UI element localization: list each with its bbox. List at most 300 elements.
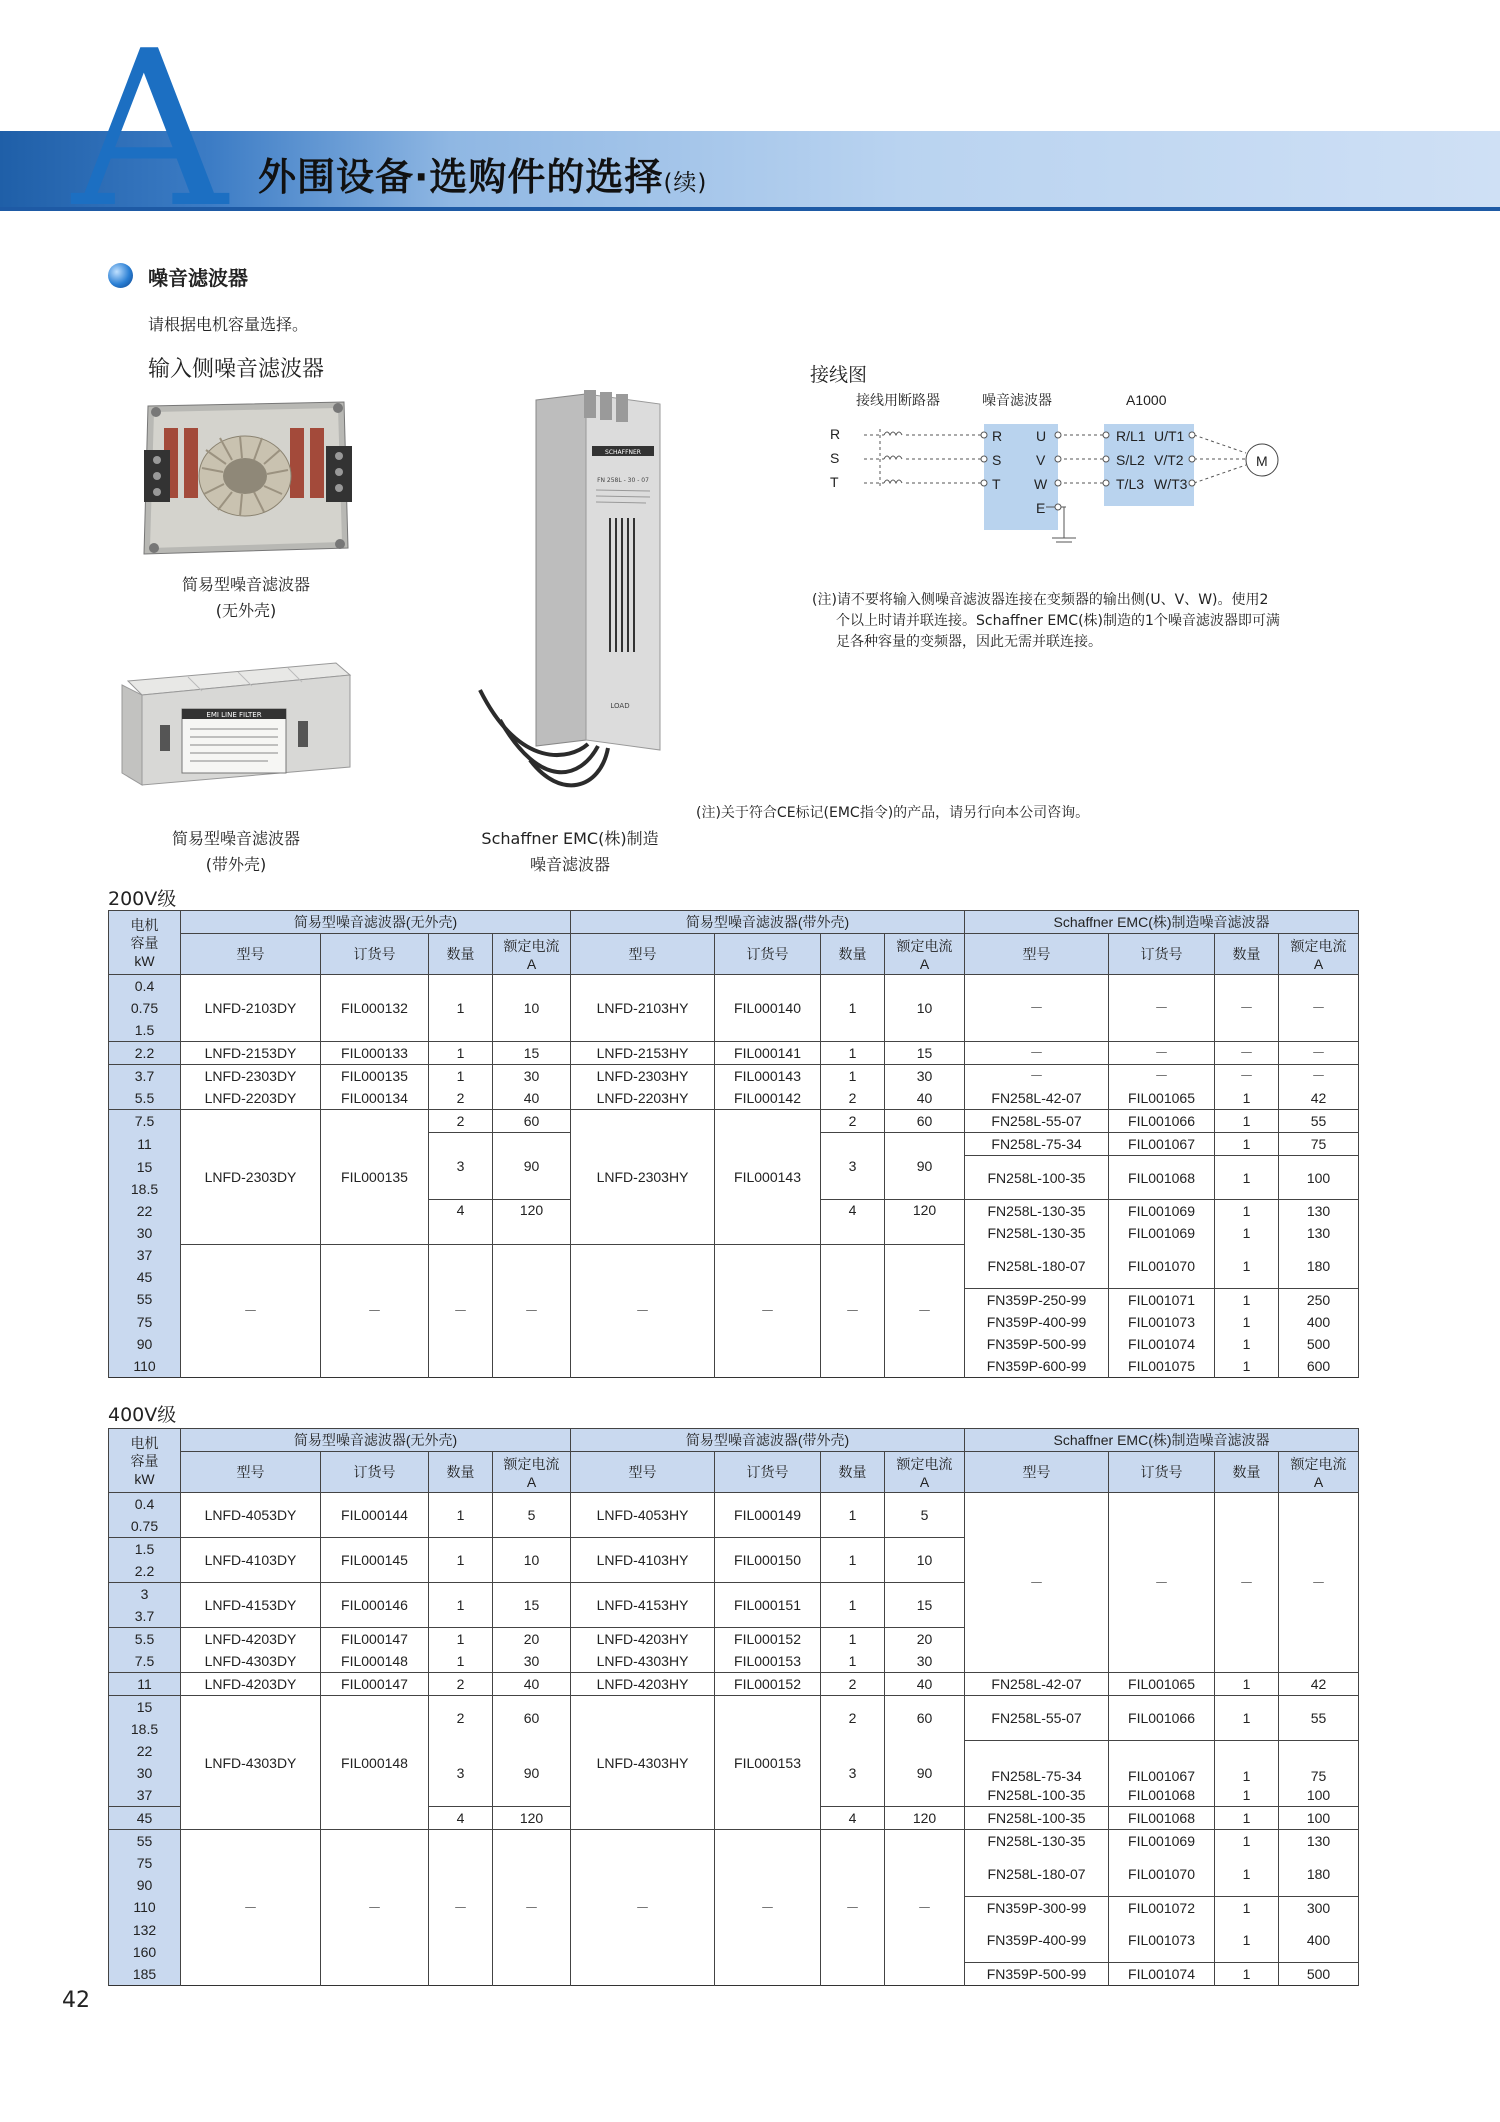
table-cell: 100 — [1279, 1156, 1359, 1200]
kw-cell: 3.7 — [109, 1065, 181, 1088]
kw-cell: 132 — [109, 1919, 181, 1941]
table-cell: － — [1109, 1493, 1215, 1673]
table-cell: 1 — [429, 1583, 493, 1628]
table-cell: FIL000146 — [321, 1583, 429, 1628]
table-cell: 60 — [885, 1696, 965, 1741]
table-cell: LNFD-2103DY — [181, 975, 321, 1042]
col-header-current-unit: A — [1313, 956, 1324, 972]
photo1-caption-line1: 简易型噪音滤波器 — [181, 575, 310, 594]
table-cell: － — [1279, 1042, 1359, 1065]
table-cell: 400 — [1279, 1311, 1359, 1333]
table-cell: FIL001074 — [1109, 1333, 1215, 1355]
kw-header-l2: 容量 — [130, 934, 159, 951]
table-cell: 55 — [1279, 1696, 1359, 1741]
group-header: 简易型噪音滤波器(无外壳) — [181, 1429, 571, 1452]
kw-cell: 160 — [109, 1941, 181, 1963]
table-cell: 3 — [429, 1740, 493, 1807]
table-cell: 15 — [493, 1583, 571, 1628]
kw-cell: 7.5 — [109, 1110, 181, 1133]
table-cell: 1 — [1215, 1311, 1279, 1333]
group-header: 简易型噪音滤波器(无外壳) — [181, 911, 571, 934]
table-cell: 30 — [493, 1650, 571, 1673]
kw-cell: 90 — [109, 1874, 181, 1896]
photo2-label: EMI LINE FILTER — [206, 711, 262, 719]
table-cell: 1 — [1215, 1696, 1279, 1741]
kw-cell: 75 — [109, 1852, 181, 1874]
kw-cell: 15 — [109, 1156, 181, 1178]
table-cell: － — [181, 1244, 321, 1377]
kw-cell: 2.2 — [109, 1560, 181, 1583]
table-cell: FIL001071 — [1109, 1288, 1215, 1311]
table-cell: 1 — [821, 1042, 885, 1065]
table-cell: 40 — [885, 1673, 965, 1696]
table-cell: FIL000140 — [715, 975, 821, 1042]
table-cell: FN359P-300-99 — [965, 1896, 1109, 1919]
table-cell: FN258L-55-07 — [965, 1696, 1109, 1741]
table-cell: 100 — [1279, 1784, 1359, 1807]
table-cell: FN258L-100-35 — [965, 1156, 1109, 1200]
table-cell: LNFD-2153HY — [571, 1042, 715, 1065]
table-cell: FIL000150 — [715, 1538, 821, 1583]
col-header-model: 型号 — [181, 934, 321, 975]
schaffner-filter-photo — [460, 390, 670, 808]
table-cell: 2 — [821, 1110, 885, 1133]
phase-t: T — [830, 474, 839, 490]
phase-r: R — [830, 426, 841, 442]
table-cell: 1 — [1215, 1133, 1279, 1156]
col-header-current-unit: A — [919, 956, 930, 972]
table-cell: FIL000152 — [715, 1628, 821, 1651]
col-header-order: 订货号 — [1109, 1452, 1215, 1493]
table-cell: FIL000141 — [715, 1042, 821, 1065]
drive-out-v: V/T2 — [1154, 452, 1184, 468]
table-cell: 30 — [493, 1065, 571, 1088]
table-row — [109, 1065, 1359, 1088]
table-cell: 1 — [821, 1650, 885, 1673]
table-cell: 30 — [885, 1650, 965, 1673]
kw-cell: 37 — [109, 1784, 181, 1807]
table-cell: 2 — [429, 1110, 493, 1133]
table-cell: 1 — [1215, 1355, 1279, 1378]
table-cell: 3 — [821, 1740, 885, 1807]
table-cell: LNFD-2303DY — [181, 1065, 321, 1088]
input-filter-title: 输入侧噪音滤波器 — [148, 357, 325, 382]
table-cell: － — [321, 1830, 429, 1986]
table-cell: FIL000142 — [715, 1087, 821, 1110]
wiring-note-line3: 足各种容量的变频器，因此无需并联连接。 — [836, 634, 1102, 650]
table-cell: FN359P-600-99 — [965, 1355, 1109, 1378]
page-number: 42 — [62, 1988, 90, 2013]
table-cell: 30 — [885, 1065, 965, 1088]
table-cell: 60 — [493, 1696, 571, 1741]
table-cell: 300 — [1279, 1896, 1359, 1919]
table-cell: 55 — [1279, 1110, 1359, 1133]
table-cell: － — [965, 1065, 1109, 1088]
table-cell: 1 — [1215, 1087, 1279, 1110]
col-header-model: 型号 — [965, 934, 1109, 975]
table-cell: 4 — [429, 1807, 493, 1830]
kw-cell: 45 — [109, 1266, 181, 1288]
table-cell: － — [181, 1830, 321, 1986]
table-cell: FIL000147 — [321, 1673, 429, 1696]
table-cell: LNFD-2203HY — [571, 1087, 715, 1110]
kw-cell: 55 — [109, 1288, 181, 1311]
photo3-brand: SCHAFFNER — [605, 449, 641, 456]
table-cell: － — [885, 1830, 965, 1986]
table-cell: FN258L-55-07 — [965, 1110, 1109, 1133]
table-cell: FIL000149 — [715, 1493, 821, 1538]
table-cell: LNFD-4053HY — [571, 1493, 715, 1538]
kw-cell: 5.5 — [109, 1087, 181, 1110]
kw-cell: 22 — [109, 1200, 181, 1223]
table-cell: FIL001066 — [1109, 1696, 1215, 1741]
group-header: 简易型噪音滤波器(带外壳) — [571, 911, 965, 934]
table-cell: FIL001070 — [1109, 1852, 1215, 1896]
page-title-text: 外围设备·选购件的选择 — [258, 155, 664, 199]
table-cell: 1 — [429, 1650, 493, 1673]
table-row — [109, 1087, 1359, 1110]
table-cell: － — [493, 1830, 571, 1986]
table-cell: FIL000135 — [321, 1110, 429, 1245]
table-cell: － — [885, 1244, 965, 1377]
table-cell: － — [1279, 1493, 1359, 1673]
table-cell: FIL001068 — [1109, 1784, 1215, 1807]
wiring-diagram — [820, 388, 1320, 558]
table-cell: 1 — [1215, 1244, 1279, 1288]
table-cell: 15 — [493, 1042, 571, 1065]
wiring-note-line1: (注)请不要将输入侧噪音滤波器连接在变频器的输出侧(U、V、W)。使用2 — [812, 592, 1269, 608]
section-heading: 噪音滤波器 — [148, 266, 248, 290]
table-cell: 40 — [885, 1087, 965, 1110]
col-header-order: 订货号 — [715, 934, 821, 975]
col-header-qty: 数量 — [821, 934, 885, 975]
table-cell: － — [965, 975, 1109, 1042]
kw-cell: 7.5 — [109, 1650, 181, 1673]
filter-in-r: R — [992, 428, 1003, 444]
table-cell: 1 — [1215, 1963, 1279, 1986]
col-header-current-l1: 额定电流 — [503, 1456, 560, 1472]
table-cell: FN258L-75-34 — [965, 1740, 1109, 1784]
table-cell: LNFD-2203DY — [181, 1087, 321, 1110]
table-row — [109, 1493, 1359, 1516]
table-400v — [108, 1428, 1359, 1986]
col-header-qty: 数量 — [1215, 934, 1279, 975]
table-cell: LNFD-4203HY — [571, 1628, 715, 1651]
filter-out-u: U — [1036, 428, 1047, 444]
col-header-current — [1279, 1452, 1359, 1493]
table-cell: － — [1109, 1042, 1215, 1065]
table-cell: － — [321, 1244, 429, 1377]
table-cell: 1 — [429, 1042, 493, 1065]
table-cell: LNFD-4303DY — [181, 1650, 321, 1673]
photo3-model: FN 258L - 30 - 07 — [597, 477, 649, 484]
table-cell: 180 — [1279, 1244, 1359, 1288]
table-cell: FIL000145 — [321, 1538, 429, 1583]
kw-cell: 0.4 — [109, 1493, 181, 1516]
table-cell: FN258L-42-07 — [965, 1673, 1109, 1696]
table-cell: 1 — [1215, 1919, 1279, 1963]
table-cell: FIL001072 — [1109, 1896, 1215, 1919]
table-cell: 2 — [429, 1087, 493, 1110]
col-header-current-l1: 额定电流 — [896, 938, 953, 954]
table-cell: FIL000153 — [715, 1696, 821, 1830]
table-cell: FN359P-400-99 — [965, 1311, 1109, 1333]
table-cell: FN359P-500-99 — [965, 1963, 1109, 1986]
kw-cell: 45 — [109, 1807, 181, 1830]
table-cell: 1 — [1215, 1110, 1279, 1133]
table-cell: FN258L-75-34 — [965, 1133, 1109, 1156]
table-200v — [108, 910, 1359, 1378]
table-cell: FIL001068 — [1109, 1156, 1215, 1200]
table-cell: 75 — [1279, 1740, 1359, 1784]
table-cell: FIL001075 — [1109, 1355, 1215, 1378]
col-header-current-unit: A — [1313, 1474, 1324, 1490]
table-cell: LNFD-4153HY — [571, 1583, 715, 1628]
table-cell: 1 — [1215, 1200, 1279, 1223]
kw-cell: 11 — [109, 1133, 181, 1156]
table-cell: FIL000152 — [715, 1673, 821, 1696]
table-cell: FIL000134 — [321, 1087, 429, 1110]
table-cell: 42 — [1279, 1673, 1359, 1696]
drive-out-w: W/T3 — [1154, 476, 1188, 492]
kw-cell: 90 — [109, 1333, 181, 1355]
kw-cell: 2.2 — [109, 1042, 181, 1065]
table-cell: FIL000147 — [321, 1628, 429, 1651]
kw-cell: 18.5 — [109, 1178, 181, 1200]
kw-header — [109, 1429, 181, 1493]
col-header-current-l1: 额定电流 — [1290, 938, 1347, 954]
table-cell: 1 — [429, 975, 493, 1042]
table-cell: － — [571, 1244, 715, 1377]
col-header-current-l1: 额定电流 — [503, 938, 560, 954]
table-cell: 1 — [429, 1628, 493, 1651]
table-cell: 2 — [821, 1673, 885, 1696]
table-cell: FN359P-500-99 — [965, 1333, 1109, 1355]
col-header-current — [493, 934, 571, 975]
table-cell: LNFD-4203DY — [181, 1628, 321, 1651]
table-cell: － — [965, 1042, 1109, 1065]
kw-cell: 75 — [109, 1311, 181, 1333]
col-header-qty: 数量 — [821, 1452, 885, 1493]
motor-label: M — [1256, 453, 1268, 469]
col-header-current — [885, 1452, 965, 1493]
kw-cell: 0.75 — [109, 1515, 181, 1538]
filter-out-v: V — [1036, 452, 1046, 468]
photo3-caption-line2: 噪音滤波器 — [529, 855, 610, 874]
col-header-current — [493, 1452, 571, 1493]
table-cell: 3 — [429, 1133, 493, 1200]
table-cell: LNFD-4303DY — [181, 1696, 321, 1830]
table-cell: LNFD-4053DY — [181, 1493, 321, 1538]
table-cell: 60 — [885, 1110, 965, 1133]
table-cell: 90 — [493, 1133, 571, 1200]
photo2-caption-line2: (带外壳) — [205, 855, 267, 874]
table-cell: － — [1279, 1065, 1359, 1088]
table-cell: 1 — [1215, 1784, 1279, 1807]
table-cell: 4 — [821, 1200, 885, 1245]
table-cell: － — [429, 1244, 493, 1377]
kw-cell: 30 — [109, 1762, 181, 1784]
table-cell: 1 — [1215, 1156, 1279, 1200]
table-cell: 400 — [1279, 1919, 1359, 1963]
chapter-letter: A — [72, 4, 228, 255]
breaker-label: 接线用断路器 — [856, 392, 940, 408]
table-cell: FN258L-100-35 — [965, 1807, 1109, 1830]
table-cell: 600 — [1279, 1355, 1359, 1378]
table-cell: 1 — [1215, 1333, 1279, 1355]
table-cell: LNFD-4203DY — [181, 1673, 321, 1696]
ce-note: (注)关于符合CE标记(EMC指令)的产品，请另行向本公司咨询。 — [696, 805, 1090, 821]
col-header-current — [1279, 934, 1359, 975]
page-title-suffix: (续) — [663, 170, 708, 196]
kw-header-l1: 电机 — [130, 916, 159, 933]
table-cell: 1 — [821, 975, 885, 1042]
kw-header — [109, 911, 181, 975]
table-cell: － — [1279, 975, 1359, 1042]
table-cell: 2 — [821, 1696, 885, 1741]
kw-cell: 30 — [109, 1222, 181, 1244]
table-cell: FIL001065 — [1109, 1087, 1215, 1110]
table-cell: 15 — [885, 1042, 965, 1065]
table-cell: FIL001069 — [1109, 1200, 1215, 1223]
kw-cell: 11 — [109, 1673, 181, 1696]
col-header-current-l1: 额定电流 — [1290, 1456, 1347, 1472]
table-cell: 3 — [821, 1133, 885, 1200]
kw-cell: 185 — [109, 1963, 181, 1986]
table-cell: 10 — [493, 1538, 571, 1583]
group-header: Schaffner EMC(株)制造噪音滤波器 — [965, 911, 1359, 934]
table-cell: － — [821, 1830, 885, 1986]
filter-out-w: W — [1034, 476, 1048, 492]
table-cell: 75 — [1279, 1133, 1359, 1156]
table-cell: FIL001067 — [1109, 1133, 1215, 1156]
table-cell: － — [429, 1830, 493, 1986]
kw-cell: 1.5 — [109, 1538, 181, 1561]
table-cell: 120 — [493, 1200, 571, 1245]
kw-cell: 18.5 — [109, 1718, 181, 1740]
col-header-current — [885, 934, 965, 975]
table-cell: 1 — [1215, 1740, 1279, 1784]
table-row — [109, 1830, 1359, 1853]
group-header: 简易型噪音滤波器(带外壳) — [571, 1429, 965, 1452]
table-row — [109, 1110, 1359, 1133]
table-cell: 10 — [493, 975, 571, 1042]
table-cell: FIL000148 — [321, 1650, 429, 1673]
table-cell: FN359P-250-99 — [965, 1288, 1109, 1311]
table-row — [109, 1696, 1359, 1719]
table-cell: 2 — [429, 1673, 493, 1696]
photo3-load-label: LOAD — [610, 702, 630, 710]
table-cell: 1 — [429, 1538, 493, 1583]
kw-header-l2: 容量 — [130, 1452, 159, 1469]
col-header-model: 型号 — [571, 1452, 715, 1493]
table-cell: － — [1109, 975, 1215, 1042]
table-cell: 40 — [493, 1087, 571, 1110]
table-200v-label: 200V级 — [108, 888, 177, 910]
photo2-caption — [118, 826, 354, 878]
table-cell: LNFD-4103DY — [181, 1538, 321, 1583]
table-cell: FIL000148 — [321, 1696, 429, 1830]
table-cell: FIL001065 — [1109, 1673, 1215, 1696]
table-cell: FN258L-130-35 — [965, 1200, 1109, 1223]
kw-cell: 3 — [109, 1583, 181, 1606]
photo1-caption — [140, 572, 352, 624]
table-cell: LNFD-2303HY — [571, 1110, 715, 1245]
col-header-qty: 数量 — [429, 934, 493, 975]
table-row — [109, 1244, 1359, 1266]
table-cell: － — [965, 1493, 1109, 1673]
kw-cell: 110 — [109, 1896, 181, 1919]
table-cell: 40 — [493, 1673, 571, 1696]
drive-label: A1000 — [1126, 392, 1167, 408]
drive-in-t: T/L3 — [1116, 476, 1145, 492]
filter-in-s: S — [992, 452, 1002, 468]
table-row — [109, 1673, 1359, 1696]
table-cell: － — [1215, 1493, 1279, 1673]
page-title — [258, 146, 707, 201]
table-cell: 10 — [885, 1538, 965, 1583]
drive-out-u: U/T1 — [1154, 428, 1185, 444]
col-header-current-unit: A — [919, 1474, 930, 1490]
table-cell: 120 — [885, 1807, 965, 1830]
table-cell: 15 — [885, 1583, 965, 1628]
table-cell: FIL001068 — [1109, 1807, 1215, 1830]
table-cell: 1 — [429, 1493, 493, 1538]
table-cell: 10 — [885, 975, 965, 1042]
table-cell: FIL000153 — [715, 1650, 821, 1673]
table-cell: 100 — [1279, 1807, 1359, 1830]
filter-in-t: T — [992, 476, 1001, 492]
table-cell: FIL001073 — [1109, 1311, 1215, 1333]
kw-cell: 0.4 — [109, 975, 181, 998]
table-cell: FIL001069 — [1109, 1830, 1215, 1853]
kw-cell: 110 — [109, 1355, 181, 1378]
table-cell: LNFD-4203HY — [571, 1673, 715, 1696]
col-header-current-unit: A — [526, 956, 537, 972]
table-cell: 120 — [885, 1200, 965, 1245]
col-header-qty: 数量 — [429, 1452, 493, 1493]
table-cell: FN258L-42-07 — [965, 1087, 1109, 1110]
photo3-caption-line1: Schaffner EMC(株)制造 — [481, 829, 659, 848]
table-cell: 1 — [821, 1493, 885, 1538]
table-cell: 5 — [885, 1493, 965, 1538]
kw-header-l1: 电机 — [130, 1434, 159, 1451]
table-cell: 20 — [885, 1628, 965, 1651]
table-cell: 90 — [885, 1740, 965, 1807]
table-cell: 1 — [821, 1538, 885, 1583]
table-cell: 1 — [1215, 1288, 1279, 1311]
filter-open-photo — [140, 398, 352, 558]
table-cell: － — [1215, 1065, 1279, 1088]
section-intro: 请根据电机容量选择。 — [148, 315, 309, 334]
table-cell: 500 — [1279, 1333, 1359, 1355]
table-cell: FN258L-130-35 — [965, 1222, 1109, 1244]
table-cell: FIL000143 — [715, 1065, 821, 1088]
table-cell: LNFD-4303HY — [571, 1696, 715, 1830]
table-cell: LNFD-4153DY — [181, 1583, 321, 1628]
kw-cell: 37 — [109, 1244, 181, 1266]
table-cell: 180 — [1279, 1852, 1359, 1896]
table-cell: 2 — [821, 1087, 885, 1110]
table-row — [109, 1042, 1359, 1065]
table-cell: 1 — [429, 1065, 493, 1088]
wiring-title: 接线图 — [810, 364, 868, 386]
table-cell: LNFD-2303HY — [571, 1065, 715, 1088]
table-cell: FN359P-400-99 — [965, 1919, 1109, 1963]
table-cell: LNFD-2153DY — [181, 1042, 321, 1065]
table-cell: 4 — [429, 1200, 493, 1245]
table-cell: FN258L-180-07 — [965, 1244, 1109, 1288]
